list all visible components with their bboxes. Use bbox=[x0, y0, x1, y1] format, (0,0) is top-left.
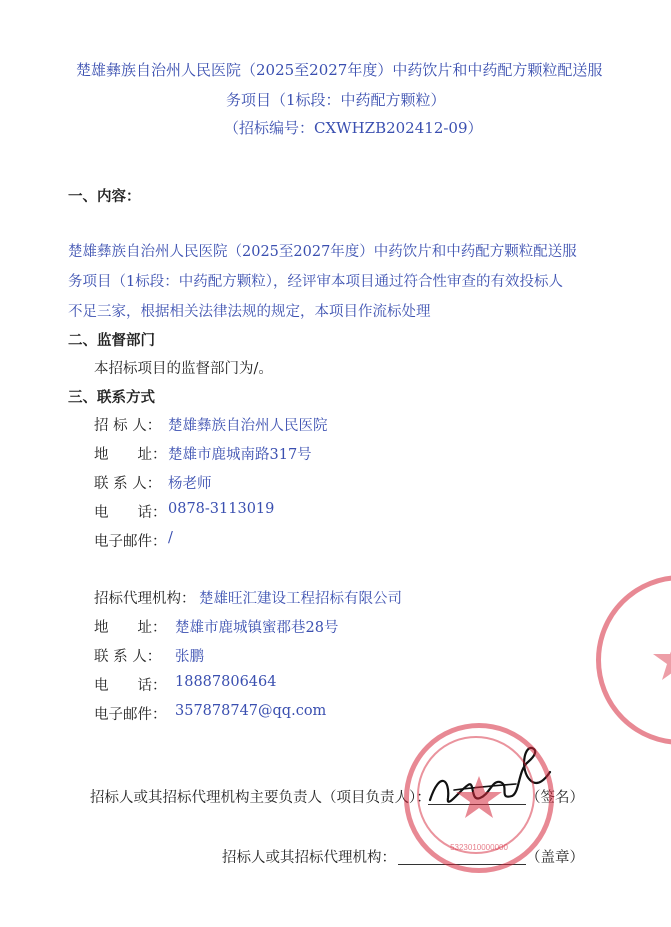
signature-label: 招标人或其招标代理机构主要负责人（项目负责人）： bbox=[90, 790, 431, 806]
agency-address-label: 地 址： bbox=[94, 620, 167, 636]
tenderer-contact-value: 杨老师 bbox=[168, 476, 212, 492]
title-line-1: 楚雄彝族自治州人民医院（2025至2027年度）中药饮片和中药配方颗粒配送服 bbox=[76, 61, 603, 79]
tenderer-address-label: 地 址： bbox=[94, 447, 167, 463]
agency-email-label: 电子邮件： bbox=[94, 707, 167, 723]
title-line-2: 务项目（1标段：中药配方颗粒） bbox=[226, 91, 446, 109]
content-paragraph-line-3: 不足三家，根据相关法律法规的规定，本项目作流标处理 bbox=[68, 304, 431, 320]
agency-address-value: 楚雄市鹿城镇蜜郡巷28号 bbox=[175, 620, 339, 636]
seal-inner-ring bbox=[417, 736, 535, 854]
tenderer-phone-label: 电 话： bbox=[94, 505, 167, 521]
agency-contact-label: 联 系 人： bbox=[94, 649, 162, 665]
agency-seal-star-icon bbox=[601, 580, 671, 740]
seal-suffix: （盖章） bbox=[526, 850, 584, 866]
tenderer-name-label: 招 标 人： bbox=[94, 418, 162, 434]
agency-email-value: 357878747@qq.com bbox=[175, 703, 327, 719]
content-paragraph-line-1: 楚雄彝族自治州人民医院（2025至2027年度）中药饮片和中药配方颗粒配送服 bbox=[68, 244, 577, 260]
seal-label: 招标人或其招标代理机构： bbox=[222, 850, 396, 866]
agency-contact-value: 张鹏 bbox=[175, 649, 204, 665]
supervision-text: 本招标项目的监督部门为/。 bbox=[94, 361, 273, 377]
agency-phone-value: 18887806464 bbox=[175, 674, 277, 690]
tenderer-name-value: 楚雄彝族自治州人民医院 bbox=[168, 418, 328, 434]
section-content-heading: 一、内容： bbox=[68, 188, 141, 205]
company-seal bbox=[404, 723, 554, 873]
content-paragraph-line-2: 务项目（1标段：中药配方颗粒），经评审本项目通过符合性审查的有效投标人 bbox=[68, 274, 563, 290]
agency-seal-partial bbox=[596, 575, 671, 745]
tenderer-email-value: / bbox=[168, 530, 173, 546]
tenderer-address-value: 楚雄市鹿城南路317号 bbox=[168, 447, 312, 463]
agency-phone-label: 电 话： bbox=[94, 678, 167, 694]
bid-number: （招标编号：CXWHZB202412-09） bbox=[224, 119, 483, 137]
agency-name-value: 楚雄旺汇建设工程招标有限公司 bbox=[199, 591, 402, 607]
agency-name-label: 招标代理机构： bbox=[94, 591, 196, 607]
tenderer-contact-label: 联 系 人： bbox=[94, 476, 162, 492]
section-contact-heading: 三、联系方式 bbox=[68, 389, 155, 406]
signature-suffix: （签名） bbox=[526, 790, 584, 806]
section-supervision-heading: 二、监督部门 bbox=[68, 332, 155, 349]
tenderer-email-label: 电子邮件： bbox=[94, 534, 167, 550]
seal-code: 5323010000000 bbox=[450, 843, 508, 852]
tenderer-phone-value: 0878-3113019 bbox=[168, 501, 275, 517]
